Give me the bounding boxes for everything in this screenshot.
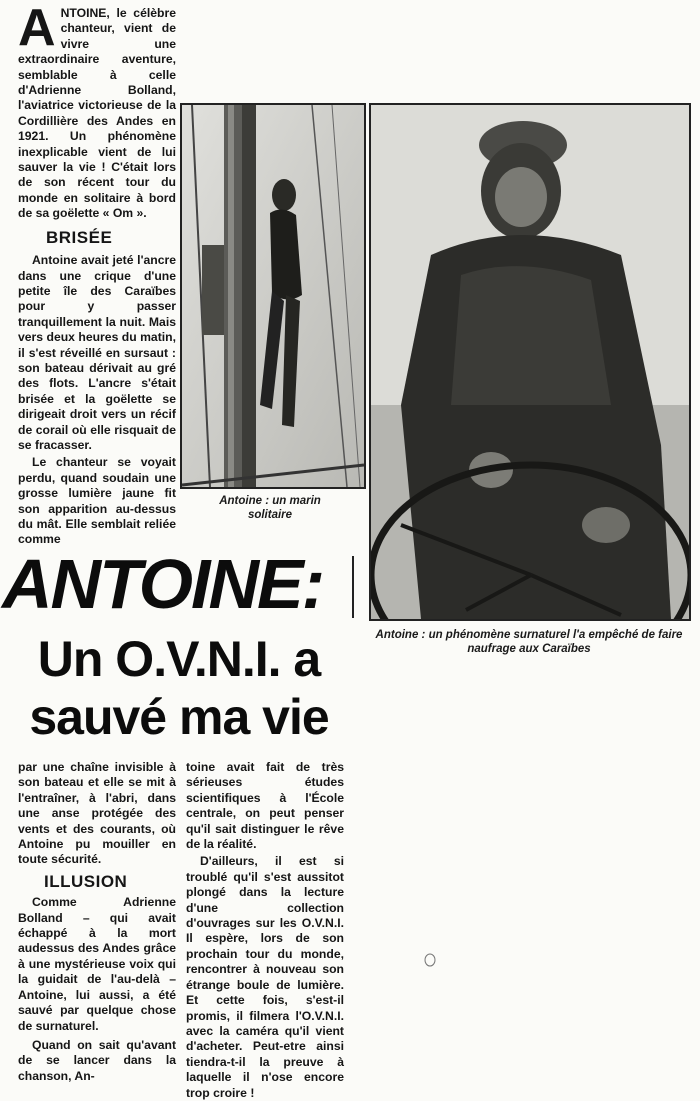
paragraph: Le chanteur se voyait perdu, quand soudain une grosse lumière jaune fit son apparition au-dessus du mât. Elle semblait reliée comme (18, 455, 176, 547)
headline-title: ANTOINE: (2, 545, 324, 623)
paragraph: toine avait fait de très sérieuses études scientifiques à l'École centrale, on peut penser qu'il sait distinguer le rêve de la réalité. (186, 760, 344, 852)
ink-mark-icon (423, 953, 437, 967)
subheading-brisee: BRISÉE (46, 227, 113, 247)
photo-mast (180, 103, 366, 489)
headline-rule (352, 556, 354, 618)
paragraph: D'ailleurs, il est si troublé qu'il s'est aussitot plongé dans la lecture d'une collection d'ouvrages sur les O.V.N.I. Il espère, lors de son prochain tour du monde, rencontrer à nouveau son étrange boule de lumière. Et cette fois, s'est-il promis, il filmera l'O.V.N.I. avec la caméra qu'il vient d'acheter. Peut-etre ainsi tiendra-t-il la preuve à laquelle il n'ose encore trop croire ! (186, 854, 344, 1100)
photo-wheel (369, 103, 691, 621)
bottom-right-column (186, 760, 344, 1101)
paragraph: Quand on sait qu'avant de se lancer dans la chanson, An- (18, 1037, 176, 1083)
paragraph: Antoine avait jeté l'ancre dans une crique d'une petite île des Caraïbes pour y passer tranquillement la nuit. Mais vers deux heures du matin, il s'est réveillé en sursaut : son bateau dérivait au gré des flots. L'ancre s'était brisée et la goëlette se dirigeait droit vers un récif de corail où elle risquait de se fracasser. (18, 253, 176, 452)
intro-text: NTOINE, le célèbre chanteur, vient de vivre une extraordinaire aventure, semblable à celle d'Adrienne Bolland, l'aviatrice victorieuse de la Cordillière des Andes en 1921. Un phénomène inexplicable vient de lui sauver la vie ! C'était lors de son récent tour du monde en solitaire à bord de sa goëlette « Om ». (18, 6, 176, 221)
subheading-illusion: ILLUSION (44, 871, 128, 891)
paragraph: Comme Adrienne Bolland – qui avait échappé à la mort audessus des Andes grâce à une mystérieuse voix qui la guidait de l'au-delà – Antoine, lui aussi, a été sauvé par quelque chose de surnaturel. (18, 895, 176, 1033)
intro-column (18, 0, 176, 548)
paragraph: par une chaîne invisible à son bateau et elle se mit à l'entraîner, à l'abri, dans une anse protégée des vents et des courants, où Antoine pu mouiller en toute sécurité. (18, 760, 176, 867)
wheel-illustration (371, 105, 689, 619)
caption-wheel: Antoine : un phénomène surnaturel l'a empêché de faire naufrage aux Caraïbes (375, 629, 683, 655)
drop-cap: A (18, 0, 56, 57)
headline-line1: Un O.V.N.I. a (37, 631, 321, 687)
headline-line2: sauvé ma vie (29, 689, 329, 745)
mast-illustration (182, 105, 364, 487)
bottom-left-column (18, 760, 176, 1084)
caption-mast: Antoine : un marin solitaire (219, 495, 321, 521)
